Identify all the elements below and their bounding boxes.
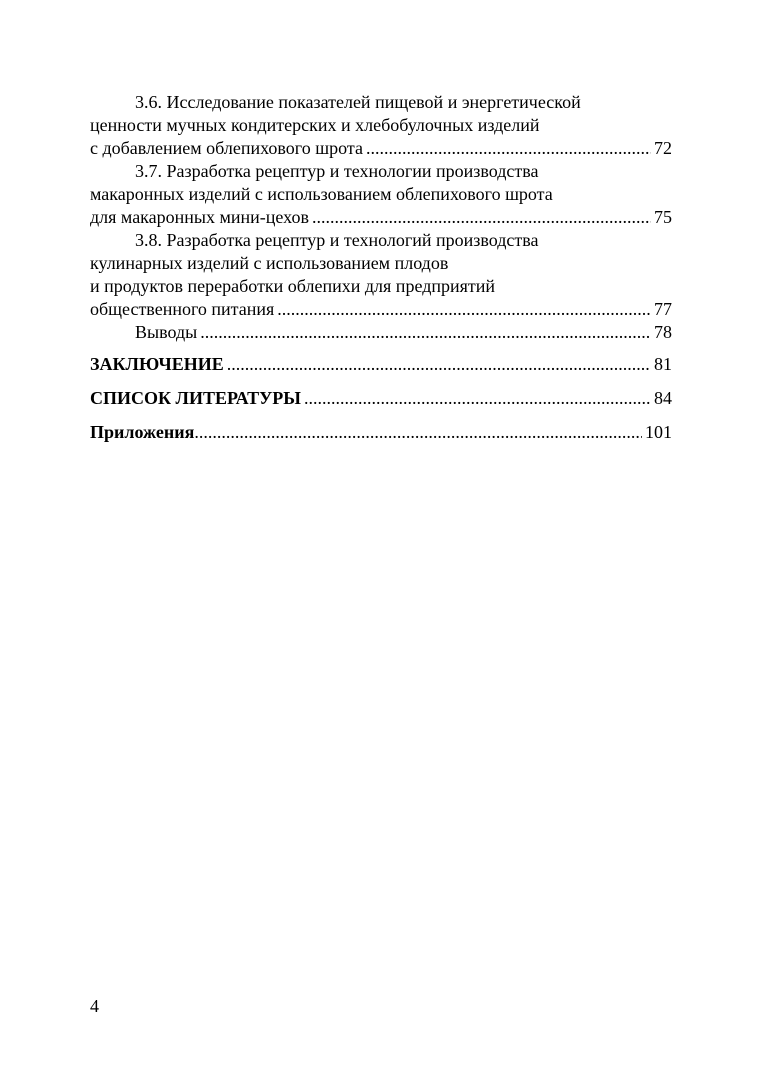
toc-entry-text: общественного питания — [90, 299, 275, 319]
toc-page-number: 78 — [654, 322, 672, 342]
toc-entry-line — [90, 421, 672, 444]
toc-page-number: 84 — [654, 388, 672, 408]
toc-entry-text: СПИСОК ЛИТЕРАТУРЫ — [90, 388, 301, 408]
toc-page-number: 77 — [654, 299, 672, 319]
toc-entry-line — [90, 206, 672, 229]
toc-entry-text: Выводы — [135, 322, 198, 342]
dot-leader — [227, 353, 651, 376]
toc-entry-appendices[interactable] — [90, 421, 672, 444]
toc-entry-text: с добавлением облепихового шрота — [90, 138, 363, 158]
table-of-contents — [90, 91, 672, 444]
toc-page-number: 72 — [654, 138, 672, 158]
dot-leader — [277, 298, 651, 321]
toc-entry-line — [90, 321, 672, 344]
dot-leader — [200, 321, 651, 344]
toc-entry-text: кулинарных изделий с использованием плодов — [90, 253, 449, 273]
toc-entry-line — [90, 114, 672, 137]
toc-entry-3-7[interactable] — [90, 160, 672, 229]
toc-entry-text: ценности мучных кондитерских и хлебобулочных изделий — [90, 115, 540, 135]
toc-entry-line — [90, 298, 672, 321]
toc-entry-line — [90, 275, 672, 298]
toc-entry-line — [90, 353, 672, 376]
toc-page-number: 75 — [654, 207, 672, 227]
toc-entry-line — [90, 160, 672, 183]
toc-page-number: 81 — [654, 354, 672, 374]
toc-entry-line — [90, 183, 672, 206]
toc-entry-references[interactable] — [90, 387, 672, 410]
toc-entry-conclusion[interactable] — [90, 353, 672, 376]
toc-entry-conclusions-chapter[interactable] — [90, 321, 672, 344]
toc-entry-3-6[interactable] — [90, 91, 672, 160]
toc-entry-text: 3.6. Исследование показателей пищевой и энергетической — [135, 92, 581, 112]
toc-entry-line — [90, 91, 672, 114]
toc-entry-line — [90, 137, 672, 160]
dot-leader — [194, 421, 642, 444]
toc-entry-text: 3.8. Разработка рецептур и технологий производства — [135, 230, 539, 250]
toc-entry-text: Приложения — [90, 422, 195, 442]
page-number: 4 — [90, 996, 99, 1016]
toc-entry-text: макаронных изделий с использованием облепихового шрота — [90, 184, 553, 204]
toc-entry-text: и продуктов переработки облепихи для предприятий — [90, 276, 496, 296]
toc-entry-text: для макаронных мини-цехов — [90, 207, 309, 227]
dot-leader — [312, 206, 651, 229]
toc-entry-3-8[interactable] — [90, 229, 672, 321]
dot-leader — [304, 387, 651, 410]
toc-entry-line — [90, 387, 672, 410]
dot-leader — [366, 137, 651, 160]
toc-entry-line — [90, 229, 672, 252]
toc-entry-line — [90, 252, 672, 275]
toc-entry-text: ЗАКЛЮЧЕНИЕ — [90, 354, 224, 374]
toc-entry-text: 3.7. Разработка рецептур и технологии производства — [135, 161, 539, 181]
toc-page-number: 101 — [645, 422, 672, 442]
